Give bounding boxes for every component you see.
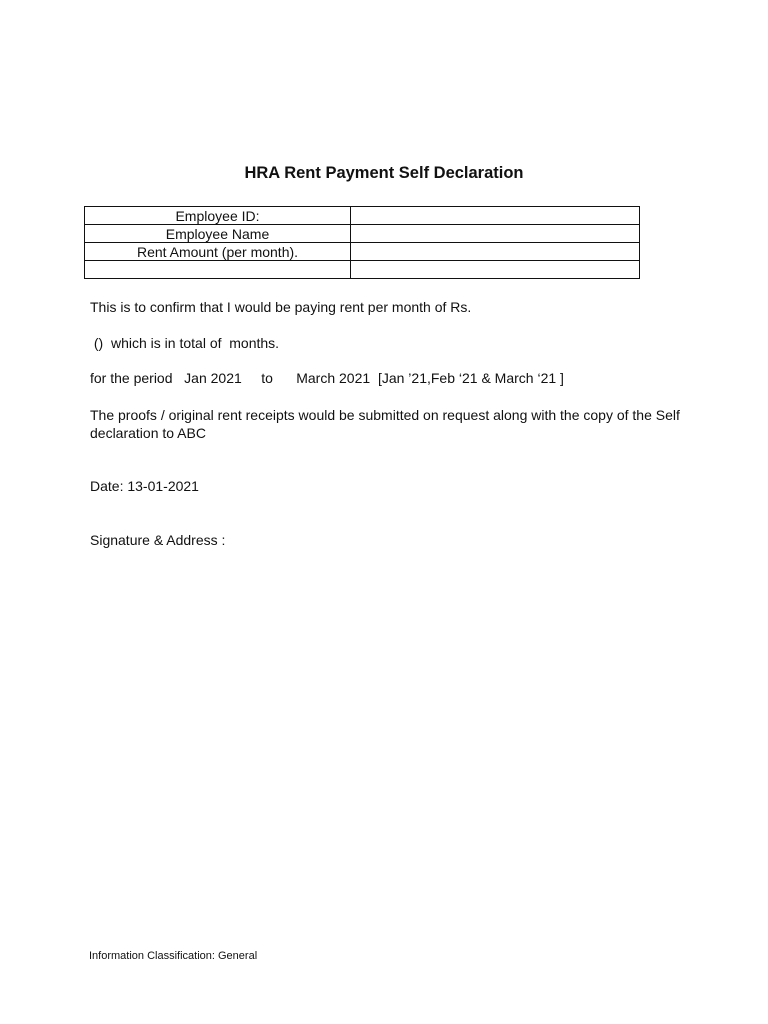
date-line: Date: 13-01-2021 — [90, 478, 199, 494]
employee-name-label: Employee Name — [85, 225, 351, 243]
signature-address-line: Signature & Address : — [90, 532, 226, 548]
employee-info-table — [84, 206, 640, 279]
confirmation-line: This is to confirm that I would be paying rent per month of Rs. — [90, 299, 472, 315]
proofs-paragraph: The proofs / original rent receipts would be submitted on request along with the copy of the Self declaration to ABC — [90, 407, 680, 441]
employee-name-value — [351, 225, 640, 243]
table-row — [85, 207, 640, 225]
months-line: () which is in total of months. — [90, 335, 280, 351]
period-line: for the period Jan 2021 to March 2021 [Jan ’21,Feb ‘21 & March ‘21 ] — [90, 370, 564, 386]
table-row — [85, 261, 640, 279]
table-row — [85, 225, 640, 243]
table-row — [85, 243, 640, 261]
employee-id-label: Employee ID: — [85, 207, 351, 225]
employee-id-value — [351, 207, 640, 225]
rent-amount-value — [351, 243, 640, 261]
empty-row-label — [85, 261, 351, 279]
empty-row-value — [351, 261, 640, 279]
classification-footer: Information Classification: General — [89, 950, 258, 962]
document-title: HRA Rent Payment Self Declaration — [244, 164, 524, 182]
rent-amount-label: Rent Amount (per month). — [85, 243, 351, 261]
